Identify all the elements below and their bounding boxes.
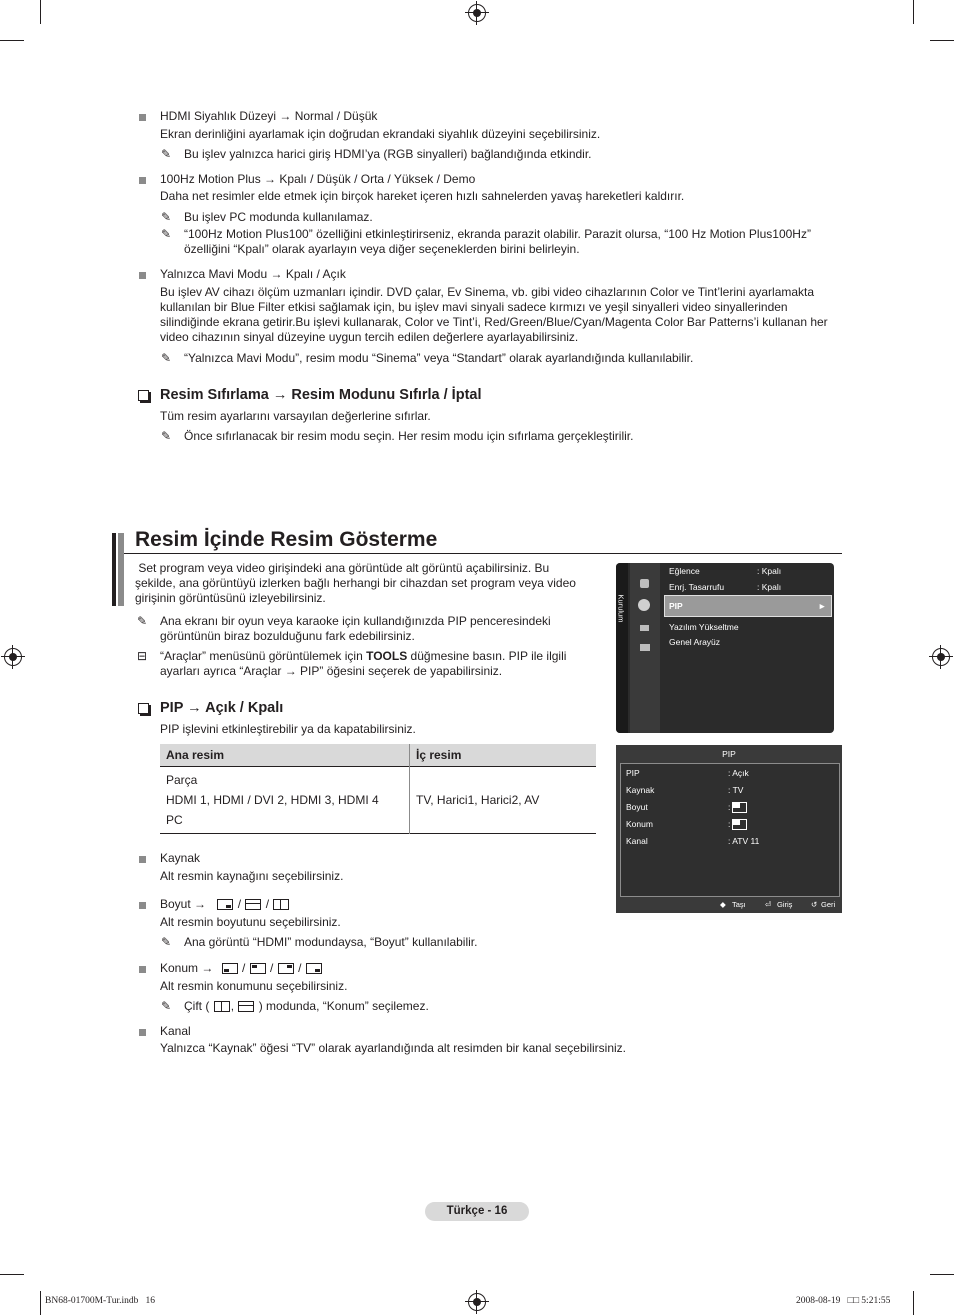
pip-intro: girişinin görüntüsünü izleyebilirsiniz. [135, 591, 326, 605]
heading-rule [124, 553, 842, 554]
blue-note: “Yalnızca Mavi Modu”, resim modu “Sinema” veya “Standart” olarak ayarlandığında kullanılabilir. [184, 351, 694, 365]
tools-remote-icon: ⊟ [137, 649, 148, 663]
crop-mark [930, 40, 954, 41]
pip-double-icon [273, 899, 289, 910]
pip-row-value: : [728, 802, 731, 812]
heading-bar [112, 533, 116, 606]
pip-row-value: : TV [728, 785, 744, 795]
registration-mark-icon [468, 4, 486, 22]
motion-note2-line2: özelliğini “Kpalı” olarak ayarlayın veya diğer seçeneklerden birini belirleyin. [184, 242, 580, 256]
enter-icon: ⏎ [765, 900, 772, 909]
menu-item-highlight[interactable] [664, 595, 832, 617]
boyut-title: Boyut → / / [160, 897, 290, 912]
konum-title: Konum → / / / [160, 961, 323, 976]
menu-item-value: : Kpalı [757, 566, 782, 576]
note-icon: ✎ [137, 614, 148, 628]
bullet-icon [139, 177, 146, 184]
motion-title: 100Hz Motion Plus → Kpalı / Düşük / Orta / Yüksek / Demo [160, 172, 476, 186]
blue-title: Yalnızca Mavi Modu → Kpalı / Açık [160, 267, 346, 281]
table-header: İç resim [416, 748, 462, 762]
pip-row-label[interactable]: Kaynak [626, 785, 655, 795]
blue-desc: kullanılan bir Blue Filter etkisi sağlamak için, bu işlev mavi sinyali sadece kırmızı ve yeşil sinyalleri video sinyallerinden [160, 300, 788, 314]
table-cell [160, 767, 410, 834]
note-icon: ✎ [161, 227, 172, 241]
kanal-desc: Yalnızca “Kaynak” öğesi “TV” olarak ayarlandığında alt resimden bir kanal seçebilirsiniz. [160, 1041, 626, 1055]
table-cell-line: HDMI 1, HDMI / DVI 2, HDMI 3, HDMI 4 [166, 793, 379, 807]
position-bottom-right-icon [306, 963, 322, 974]
table-cell-line: Parça [166, 773, 198, 787]
motion-note1: Bu işlev PC modunda kullanılamaz. [184, 210, 373, 224]
position-top-left-icon [250, 963, 266, 974]
bullet-icon [139, 272, 146, 279]
entertainment-icon [640, 579, 649, 588]
crop-mark [0, 1274, 24, 1275]
reset-title: Resim Sıfırlama → Resim Modunu Sıfırla / İptal [160, 387, 482, 403]
footer-move: Taşı [732, 900, 746, 909]
pip-onoff-title: PIP → Açık / Kpalı [160, 700, 284, 716]
pip-wide-icon [238, 1001, 254, 1012]
note-icon: ✎ [161, 147, 172, 161]
boyut-desc: Alt resmin boyutunu seçebilirsiniz. [160, 915, 341, 929]
konum-desc: Alt resmin konumunu seçebilirsiniz. [160, 979, 348, 993]
table-cell: TV, Harici1, Harici2, AV [416, 793, 540, 807]
note-icon: ✎ [161, 351, 172, 365]
hdmi-title: HDMI Siyahlık Düzeyi → Normal / Düşük [160, 109, 378, 123]
crop-mark [0, 40, 24, 41]
input-icon [640, 625, 649, 631]
pip-row-value: : [728, 819, 731, 829]
konum-note: Çift ( , ) modunda, “Konum” seçilemez. [184, 999, 429, 1013]
note-icon: ✎ [161, 429, 172, 443]
pip-row-label[interactable]: Boyut [626, 802, 648, 812]
note-icon: ✎ [161, 935, 172, 949]
konum-note-post: ) modunda, “Konum” seçilemez. [258, 999, 429, 1013]
crop-mark [930, 1274, 954, 1275]
menu-side-label: Kurulum [616, 594, 626, 623]
menu-item-label[interactable]: Eğlence [669, 566, 700, 576]
menu-item-label[interactable]: Yazılım Yükseltme [669, 622, 739, 632]
support-icon [640, 644, 650, 651]
hdmi-note: Bu işlev yalnızca harici giriş HDMI’ya (RGB sinyalleri) bağlandığında etkindir. [184, 147, 592, 161]
bullet-icon [139, 902, 146, 909]
page-number-badge: Türkçe - 16 [425, 1202, 529, 1221]
source-table [160, 744, 596, 834]
table-header: Ana resim [160, 744, 410, 767]
print-file-info: BN68-01700M-Tur.indb 16 [45, 1296, 155, 1306]
pip-menu-title: PIP [722, 749, 736, 759]
position-icon [732, 819, 747, 830]
bullet-icon [139, 966, 146, 973]
konum-note-pre: Çift ( [184, 999, 210, 1013]
pip-row-label[interactable]: Konum [626, 819, 653, 829]
footer-back: Geri [821, 900, 836, 909]
back-icon: ↺ [811, 900, 818, 909]
pip-note: Ana ekranı bir oyun veya karaoke için kullandığınızda PIP penceresindeki [160, 614, 551, 628]
blue-desc: Bu işlev AV cihazı ölçüm uzmanları içindir. DVD çalar, Ev Sinema, vb. gibi video cihazlarının Color ve Tint’lerini ayarlamakta [160, 285, 815, 299]
checkbox-icon [138, 390, 149, 401]
pip-onoff-desc: PIP işlevini etkinleştirebilir ya da kapatabilirsiniz. [160, 722, 416, 736]
size-icon [732, 802, 747, 813]
pip-row-label[interactable]: Kanal [626, 836, 648, 846]
checkbox-icon [138, 703, 149, 714]
pip-wide-icon [245, 899, 261, 910]
registration-mark-icon [932, 648, 950, 666]
registration-mark-icon [4, 648, 22, 666]
reset-note: Önce sıfırlanacak bir resim modu seçin. Her resim modu için sıfırlama gerçekleştirilir. [184, 429, 634, 443]
menu-item-value: : Kpalı [757, 582, 782, 592]
menu-item-label[interactable]: PIP [669, 601, 683, 611]
pip-intro: şekilde, ana görüntüyü izlerken bağlı herhangi bir cihazdan set program veya video [135, 576, 576, 590]
motion-note2: “100Hz Motion Plus100” özelliğini etkinleştirirseniz, ekranda parazit olabilir. Parazit olursa, “100 Hz Motion Plus100Hz” [184, 227, 811, 241]
chevron-right-icon: ► [818, 601, 827, 611]
bullet-icon [139, 1029, 146, 1036]
tools-note: “Araçlar” menüsünü görüntülemek için TOOLS düğmesine basın. PIP ile ilgili [160, 649, 567, 663]
position-top-right-icon [278, 963, 294, 974]
boyut-label: Boyut → [160, 897, 207, 911]
pip-double-icon [214, 1001, 230, 1012]
menu-item-label[interactable]: Genel Arayüz [669, 637, 721, 647]
blue-desc: video cihazının sinyal düzeyine uygun tercih edilen değerlere ayarlayabilirsiniz. [160, 330, 579, 344]
print-date-info: 2008-08-19 □□ 5:21:55 [796, 1296, 891, 1306]
blue-desc: silindiğinde ekrana getirir.Bu işlevi kullanarak, Color ve Tint’i, Red/Green/Blue/Cyan/Magenta Color Bar Patterns’i kullanan her [160, 315, 828, 329]
konum-label: Konum → [160, 961, 214, 975]
tools-note-line2: ayarları ayrıca “Araçlar → PIP” öğesini seçerek de yapabilirsiniz. [160, 664, 503, 678]
bullet-icon [139, 114, 146, 121]
menu-item-label[interactable]: Enrj. Tasarrufu [669, 582, 725, 592]
registration-mark-icon [468, 1293, 486, 1311]
pip-menu-screenshot [616, 745, 842, 913]
boyut-note: Ana görüntü “HDMI” modundaysa, “Boyut” kullanılabilir. [184, 935, 478, 949]
note-icon: ✎ [161, 999, 172, 1013]
pip-note: görüntünün biraz bozulduğunu fark edebilirsiniz. [160, 629, 415, 643]
motion-desc: Daha net resimler elde etmek için birçok hareket içeren hızlı sahnelerden yavaş hareketleri kaldırır. [160, 189, 685, 203]
note-icon: ✎ [161, 210, 172, 224]
menu-sidebar [616, 563, 628, 733]
setup-menu-screenshot [616, 563, 834, 733]
reset-desc: Tüm resim ayarlarını varsayılan değerlerine sıfırlar. [160, 409, 431, 423]
hdmi-desc: Ekran derinliğini ayarlamak için doğrudan ekrandaki siyahlık düzeyini seçebilirsiniz. [160, 127, 601, 141]
crop-mark [40, 0, 41, 24]
table-cell-line: PC [166, 813, 183, 827]
bullet-icon [139, 856, 146, 863]
pip-small-icon [217, 899, 233, 910]
footer-enter: Giriş [777, 900, 793, 909]
kaynak-desc: Alt resmin kaynağını seçebilirsiniz. [160, 869, 344, 883]
pip-menu-panel [620, 763, 840, 897]
heading-bar [118, 533, 124, 606]
page-title: Resim İçinde Resim Gösterme [135, 528, 438, 551]
pip-row-value: : Açık [728, 768, 749, 778]
kanal-title: Kanal [160, 1024, 191, 1038]
crop-mark [40, 1291, 41, 1315]
pip-intro: Set program veya video girişindeki ana görüntüde alt görüntü açabilirsiniz. Bu [135, 561, 550, 575]
position-bottom-left-icon [222, 963, 238, 974]
gear-icon [638, 599, 650, 611]
crop-mark [913, 1291, 914, 1315]
crop-mark [913, 0, 914, 24]
kaynak-title: Kaynak [160, 851, 201, 865]
pip-row-value: : ATV 11 [728, 836, 760, 846]
move-icon: ◆ [720, 900, 726, 909]
pip-row-label[interactable]: PIP [626, 768, 640, 778]
